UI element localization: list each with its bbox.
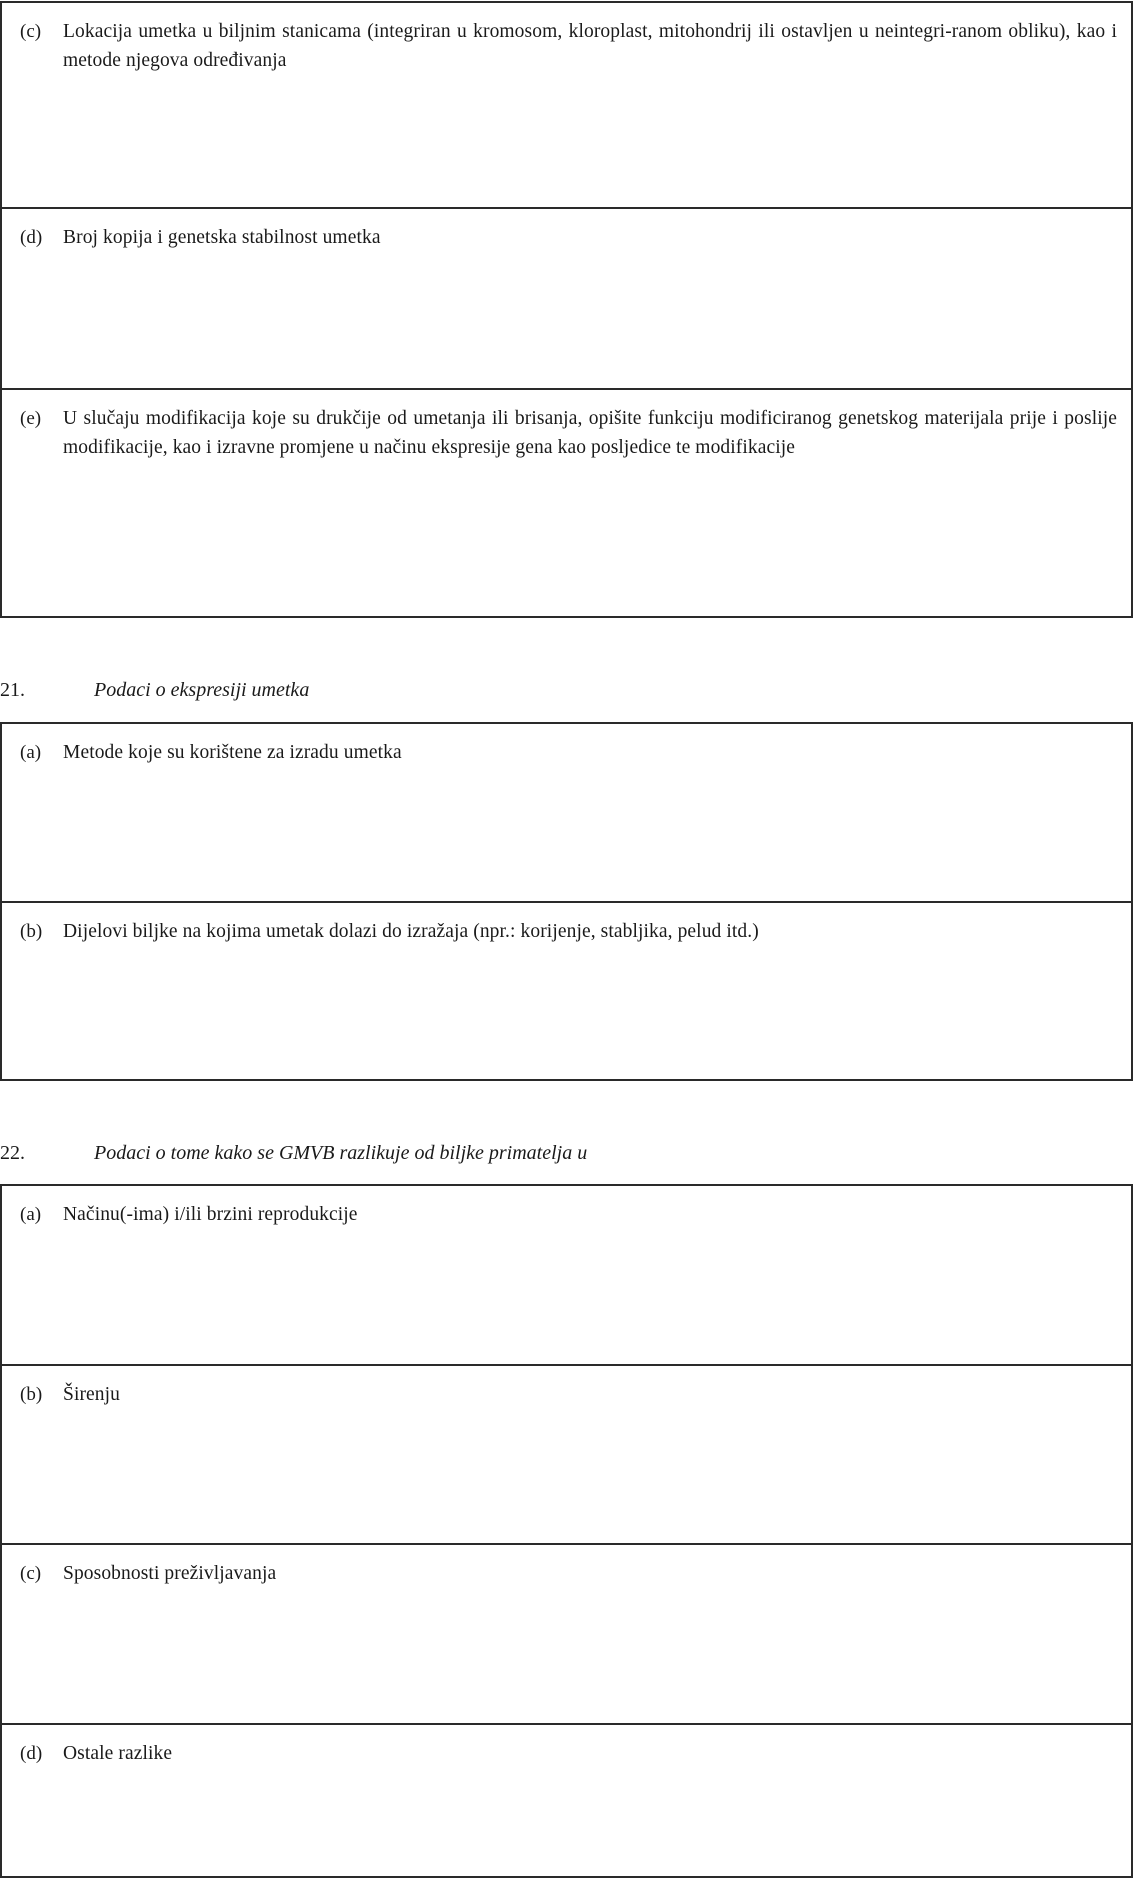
form-block-22 xyxy=(0,1184,1133,1878)
item-label: (c) xyxy=(20,21,42,42)
form-row-22a[interactable] xyxy=(2,1186,1131,1364)
item-text: Broj kopija i genetska stabilnost umetka xyxy=(63,227,381,248)
section-title: Podaci o ekspresiji umetka xyxy=(94,679,310,701)
form-row-22d[interactable] xyxy=(2,1723,1131,1876)
section-title: Podaci o tome kako se GMVB razlikuje od biljke primatelja u xyxy=(94,1142,588,1164)
form-row-20e[interactable] xyxy=(2,388,1131,616)
item-text: Širenju xyxy=(63,1384,121,1405)
item-text: Ostale razlike xyxy=(63,1743,173,1764)
item-text: Metode koje su korištene za izradu umetka xyxy=(63,742,402,763)
form-row-22c[interactable] xyxy=(2,1543,1131,1723)
form-block-20 xyxy=(0,1,1133,618)
item-label: (b) xyxy=(20,1384,43,1405)
section-22-heading xyxy=(0,1139,1138,1167)
item-label: (d) xyxy=(20,227,43,248)
item-label: (b) xyxy=(20,921,43,942)
item-text: U slučaju modifikacija koje su drukčije od umetanja ili brisanja, opišite funkciju modificiranog genetskog materijala prije i poslije modifikacije, kao i izravne promjene u načinu ekspresije gena kao posljedice te modifikacije xyxy=(63,408,1117,458)
form-row-22b[interactable] xyxy=(2,1364,1131,1543)
item-text: Načinu(-ima) i/ili brzini reprodukcije xyxy=(63,1204,358,1225)
section-21-heading xyxy=(0,676,1138,704)
item-label: (e) xyxy=(20,408,42,429)
section-number: 22. xyxy=(0,1142,25,1164)
form-row-20c[interactable] xyxy=(2,3,1131,207)
item-label: (a) xyxy=(20,742,42,763)
item-label: (a) xyxy=(20,1204,42,1225)
form-row-20d[interactable] xyxy=(2,207,1131,388)
item-text: Lokacija umetka u biljnim stanicama (integriran u kromosom, kloroplast, mitohondrij ili ostavljen u neintegri-ranom obliku), kao i metode njegova određivanja xyxy=(63,21,1117,71)
form-row-21b[interactable] xyxy=(2,901,1131,1079)
item-label: (d) xyxy=(20,1743,43,1764)
item-text: Sposobnosti preživljavanja xyxy=(63,1563,277,1584)
form-block-21 xyxy=(0,722,1133,1081)
item-label: (c) xyxy=(20,1563,42,1584)
section-number: 21. xyxy=(0,679,25,701)
item-text: Dijelovi biljke na kojima umetak dolazi do izražaja (npr.: korijenje, stabljika, pelud itd.) xyxy=(63,921,759,942)
form-row-21a[interactable] xyxy=(2,724,1131,901)
